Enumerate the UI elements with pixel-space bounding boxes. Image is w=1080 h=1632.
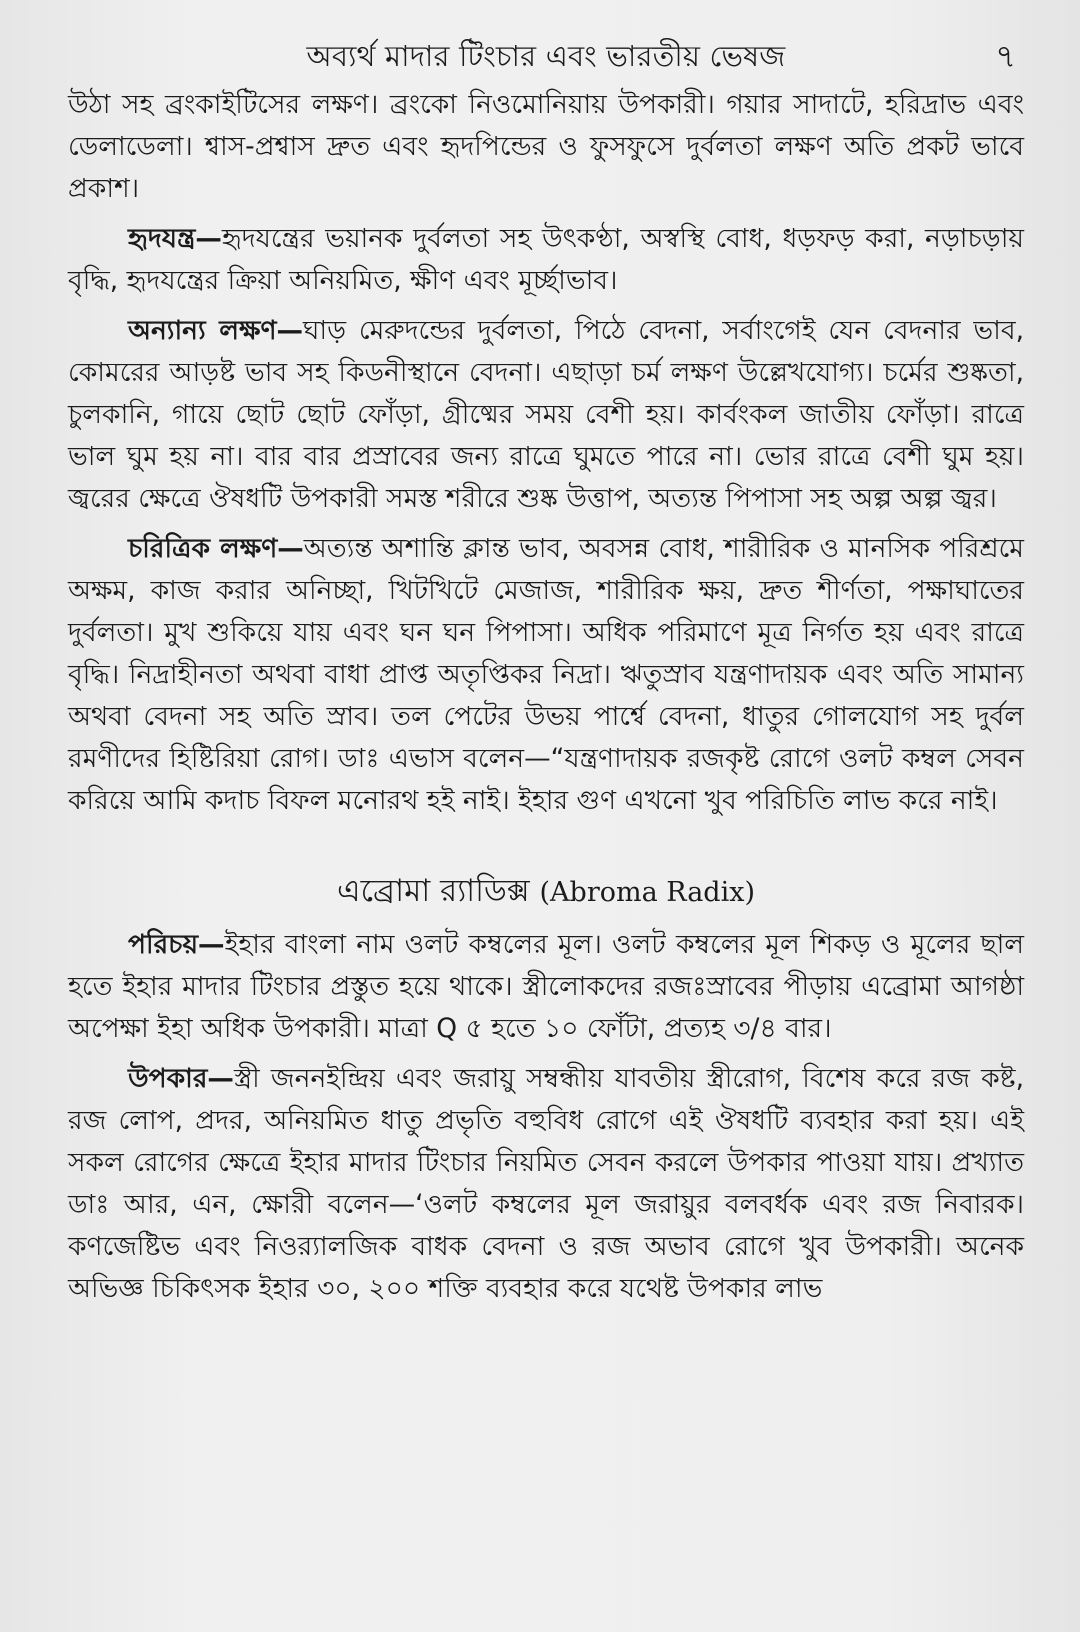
- section-heading-bengali: এব্রোমা র‍্যাডিক্স: [337, 873, 530, 909]
- paragraph-text: ঘাড় মেরুদন্ডের দুর্বলতা, পিঠে বেদনা, সর্বাংগেই যেন বেদনার ভাব, কোমরের আড়ষ্ট ভাব সহ কিডনীস্থানে বেদনা। এছাড়া চর্ম লক্ষণ উল্লেখযোগ্য। চর্মের শুষ্কতা, চুলকানি, গায়ে ছোট ছোট ফোঁড়া, গ্রীষ্মের সময় বেশী হয়। কার্বংকল জাতীয় ফোঁড়া। রাত্রে ভাল ঘুম হয় না। বার বার প্রস্রাবের জন্য রাত্রে ঘুমতে পারে না। ভোর রাত্রে বেশী ঘুম হয়। জ্বরের ক্ষেত্রে ঔষধটি উপকারী সমস্ত শরীরে শুষ্ক উত্তাপ, অত্যন্ত পিপাসা সহ অল্প অল্প জ্বর।: [68, 315, 1024, 514]
- page-number: ৭: [995, 37, 1016, 75]
- section-heading-latin: (Abroma Radix): [539, 877, 755, 908]
- body-text: [68, 84, 1024, 1310]
- paragraph-text: স্ত্রী জননইন্দ্রিয় এবং জরায়ু সম্বন্ধীয় যাবতীয় স্ত্রীরোগ, বিশেষ করে রজ কষ্ট, রজ লোপ, প্রদর, অনিয়মিত ধাতু প্রভৃতি বহুবিধ রোগে এই ঔষধটি ব্যবহার করা হয়। এই সকল রোগের ক্ষেত্রে ইহার মাদার টিংচার নিয়মিত সেবন করলে উপকার পাওয়া যায়। প্রখ্যাত ডাঃ আর, এন, ক্ষোরী বলেন—‘ওলট কম্বলের মূল জরায়ুর বলবর্ধক এবং রজ নিবারক। কণজেষ্টিভ এবং নিওর‍্যালজিক বাধক বেদনা ও রজ অভাব রোগে খুব উপকারী। অনেক অভিজ্ঞ চিকিৎসক ইহার ৩০, ২০০ শক্তি ব্যবহার করে যথেষ্ট উপকার লাভ: [68, 1063, 1024, 1304]
- paragraph-lead: চরিত্রিক লক্ষণ—: [128, 533, 304, 564]
- paragraph-text: অত্যন্ত অশান্তি ক্লান্ত ভাব, অবসন্ন বোধ, শারীরিক ও মানসিক পরিশ্রমে অক্ষম, কাজ করার অনিচ্ছা, খিটখিটে মেজাজ, শারীরিক ক্ষয়, দ্রুত শীর্ণতা, পক্ষাঘাতের দুর্বলতা। মুখ শুকিয়ে যায় এবং ঘন ঘন পিপাসা। অধিক পরিমাণে মূত্র নির্গত হয় এবং রাত্রে বৃদ্ধি। নিদ্রাহীনতা অথবা বাধা প্রাপ্ত অতৃপ্তিকর নিদ্রা। ঋতুস্রাব যন্ত্রণাদায়ক এবং অতি সামান্য অথবা বেদনা সহ অতি স্রাব। তল পেটের উভয় পার্শ্বে বেদনা, ধাতুর গোলযোগ সহ দুর্বল রমণীদের হিষ্টিরিয়া রোগ। ডাঃ এভাস বলেন—“যন্ত্রণাদায়ক রজকৃষ্ট রোগে ওলট কম্বল সেবন করিয়ে আমি কদাচ বিফল মনোরথ হই নাই। ইহার গুণ এখনো খুব পরিচিতি লাভ করে নাই।: [68, 533, 1025, 816]
- paragraph-lead: অন্যান্য লক্ষণ—: [128, 315, 304, 346]
- paragraph-other-symptoms: [68, 310, 1024, 520]
- paragraph-lead: হৃদযন্ত্র—: [128, 223, 222, 254]
- paragraph-benefits: [68, 1058, 1024, 1310]
- paragraph-text: হৃদযন্ত্রের ভয়ানক দুর্বলতা সহ উৎকণ্ঠা, অস্বস্থি বোধ, ধড়ফড় করা, নড়াচড়ায় বৃদ্ধি, হৃদযন্ত্রের ক্রিয়া অনিয়মিত, ক্ষীণ এবং মূর্চ্ছাভাব।: [68, 223, 1024, 296]
- paragraph-heart: [68, 218, 1024, 302]
- section-heading: [68, 866, 1024, 918]
- running-header: [68, 28, 1024, 84]
- paragraph-text: উঠা সহ ব্রংকাইটিসের লক্ষণ। ব্রংকো নিওমোনিয়ায় উপকারী। গয়ার সাদাটে, হরিদ্রাভ এবং ডেলাডেলা। শ্বাস-প্রশ্বাস দ্রুত এবং হৃদপিন্ডের ও ফুসফুসে দুর্বলতা লক্ষণ অতি প্রকট ভাবে প্রকাশ।: [68, 89, 1024, 204]
- paragraph-text: ইহার বাংলা নাম ওলট কম্বলের মূল। ওলট কম্বলের মূল শিকড় ও মূলের ছাল হতে ইহার মাদার টিংচার প্রস্তুত হয়ে থাকে। স্ত্রীলোকদের রজঃস্রাবের পীড়ায় এব্রোমা আগষ্ঠা অপেক্ষা ইহা অধিক উপকারী। মাত্রা Q ৫ হতে ১০ ফোঁটা, প্রত্যহ ৩/৪ বার।: [68, 929, 1024, 1044]
- paragraph-characteristic-symptoms: [68, 528, 1024, 822]
- running-title: অব্যর্থ মাদার টিংচার এবং ভারতীয় ভেষজ: [306, 39, 786, 73]
- paragraph-introduction: [68, 924, 1024, 1050]
- paragraph-lead: উপকার—: [128, 1063, 234, 1094]
- paragraph-continuation: [68, 84, 1024, 210]
- paragraph-lead: পরিচয়—: [128, 929, 225, 960]
